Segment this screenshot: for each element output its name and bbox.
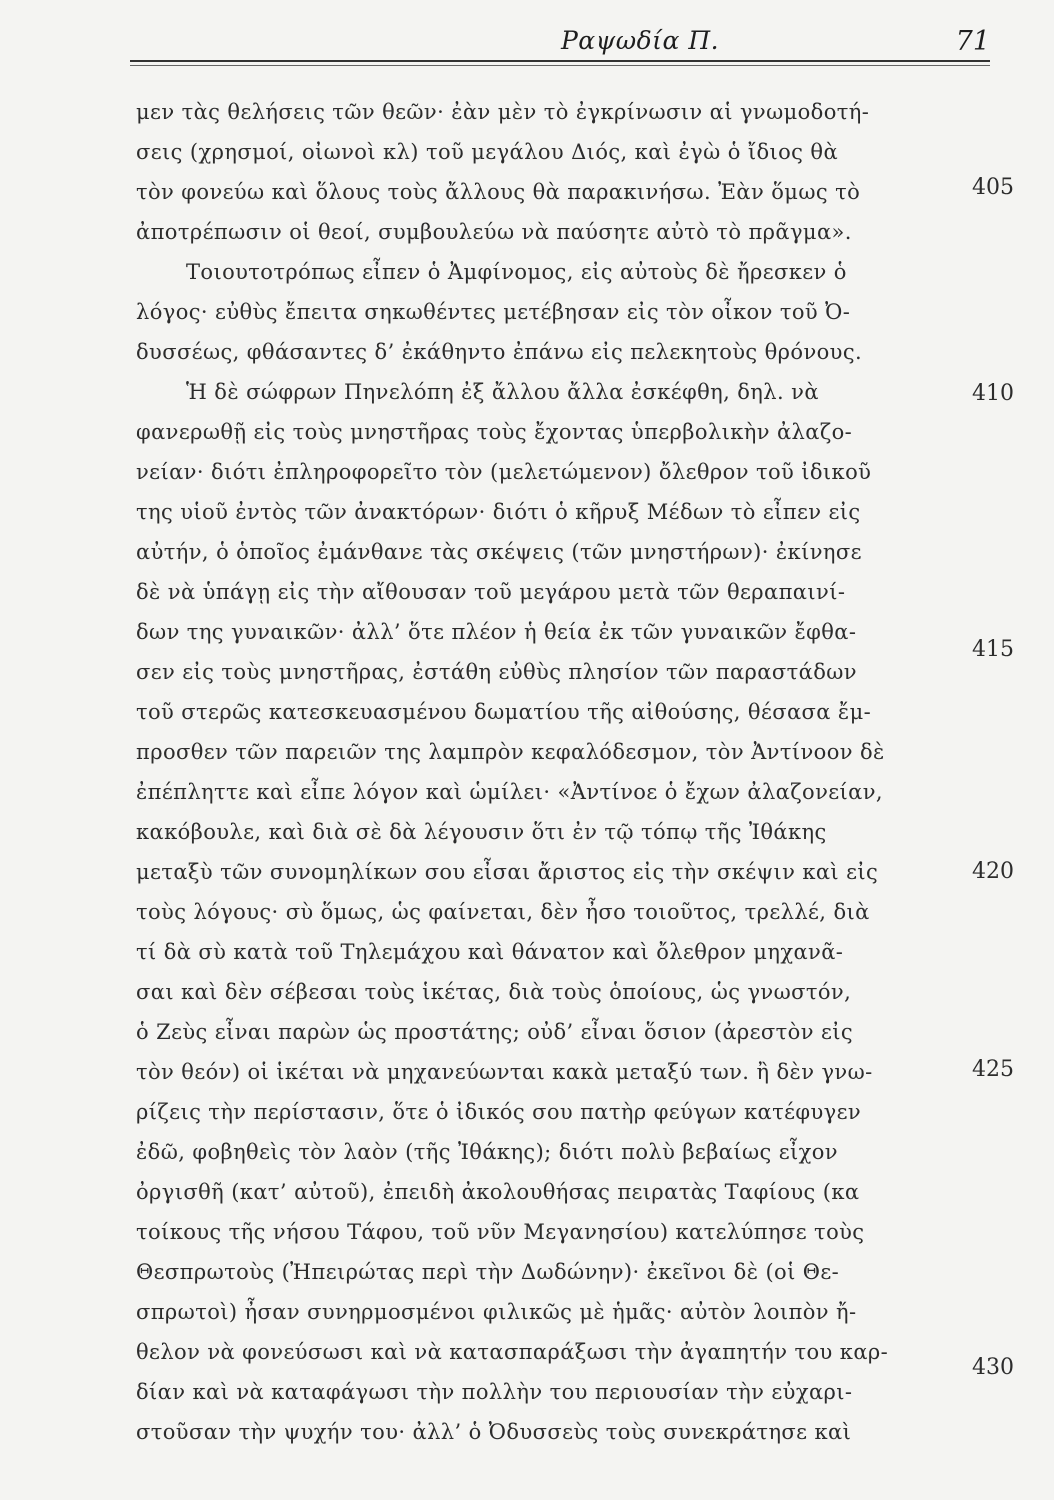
text-line: θελον νὰ φονεύσωσι καὶ νὰ κατασπαράξωσι τὴν ἀγαπητήν του καρ- bbox=[136, 1340, 889, 1364]
header-rule bbox=[130, 60, 990, 62]
text-line: σαι καὶ δὲν σέβεσαι τοὺς ἱκέτας, διὰ τοὺς ὁποίους, ὡς γνωστόν, bbox=[136, 980, 852, 1004]
running-head-title: Ραψωδία Π. bbox=[560, 26, 720, 55]
text-line: σπρωτοὶ) ἦσαν συνηρμοσμένοι φιλικῶς μὲ ἡμᾶς· αὐτὸν λοιπὸν ἤ- bbox=[136, 1300, 857, 1324]
text-line: Ἡ δὲ σώφρων Πηνελόπη ἐξ ἄλλου ἄλλα ἐσκέφθη, δηλ. νὰ bbox=[186, 380, 819, 404]
text-line: στοῦσαν τὴν ψυχήν του· ἀλλ’ ὁ Ὀδυσσεὺς τοὺς συνεκράτησε καὶ bbox=[136, 1420, 852, 1444]
text-line: δὲ νὰ ὑπάγῃ εἰς τὴν αἴθουσαν τοῦ μεγάρου μετὰ τῶν θεραπαινί- bbox=[136, 580, 846, 604]
text-line: τοὺς λόγους· σὺ ὅμως, ὡς φαίνεται, δὲν ἦσο τοιοῦτος, τρελλέ, διὰ bbox=[136, 900, 870, 924]
text-line: δίαν καὶ νὰ καταφάγωσι τὴν πολλὴν του περιουσίαν τὴν εὐχαρι- bbox=[136, 1380, 853, 1404]
text-line: ἀποτρέπωσιν οἱ θεοί, συμβουλεύω νὰ παύσητε αὐτὸ τὸ πρᾶγμα». bbox=[136, 220, 852, 244]
text-line: σεις (χρησμοί, οἰωνοὶ κλ) τοῦ μεγάλου Διός, καὶ ἐγὼ ὁ ἴδιος θὰ bbox=[136, 140, 839, 164]
text-line: αὐτήν, ὁ ὁποῖος ἐμάνθανε τὰς σκέψεις (τῶν μνηστήρων)· ἐκίνησε bbox=[136, 540, 862, 564]
text-line: τὸν φονεύω καὶ ὅλους τοὺς ἄλλους θὰ παρακινήσω. Ἐὰν ὅμως τὸ bbox=[136, 180, 861, 204]
text-line: μεταξὺ τῶν συνομηλίκων σου εἶσαι ἄριστος εἰς τὴν σκέψιν καὶ εἰς bbox=[136, 860, 879, 884]
text-line: δυσσέως, φθάσαντες δ’ ἐκάθηντο ἐπάνω εἰς πελεκητοὺς θρόνους. bbox=[136, 340, 863, 364]
text-line: Τοιουτοτρόπως εἶπεν ὁ Ἀμφίνομος, εἰς αὐτοὺς δὲ ἤρεσκεν ὁ bbox=[186, 260, 847, 284]
verse-number: 405 bbox=[972, 175, 1014, 200]
text-line: τοῦ στερῶς κατεσκευασμένου δωματίου τῆς αἰθούσης, θέσασα ἔμ- bbox=[136, 700, 872, 724]
text-line: μεν τὰς θελήσεις τῶν θεῶν· ἐὰν μὲν τὸ ἐγκρίνωσιν αἱ γνωμοδοτή- bbox=[136, 100, 870, 124]
text-line: φανερωθῇ εἰς τοὺς μνηστῆρας τοὺς ἔχοντας ὑπερβολικὴν ἀλαζο- bbox=[136, 420, 853, 444]
text-line: ἐπέπληττε καὶ εἶπε λόγον καὶ ὡμίλει· «Ἀντίνοε ὁ ἔχων ἀλαζονείαν, bbox=[136, 780, 883, 804]
text-line: της υἱοῦ ἐντὸς τῶν ἀνακτόρων· διότι ὁ κῆρυξ Μέδων τὸ εἶπεν εἰς bbox=[136, 500, 861, 524]
text-line: νείαν· διότι ἐπληροφορεῖτο τὸν (μελετώμενον) ὄλεθρον τοῦ ἰδικοῦ bbox=[136, 460, 872, 484]
text-line: λόγος· εὐθὺς ἔπειτα σηκωθέντες μετέβησαν εἰς τὸν οἶκον τοῦ Ὀ- bbox=[136, 300, 851, 324]
text-line: τοίκους τῆς νήσου Τάφου, τοῦ νῦν Μεγανησίου) κατελύπησε τοὺς bbox=[136, 1220, 865, 1244]
header-rule-thin bbox=[130, 65, 990, 66]
page-number: 71 bbox=[955, 26, 990, 57]
text-line: ἐδῶ, φοβηθεὶς τὸν λαὸν (τῆς Ἰθάκης); διότι πολὺ βεβαίως εἶχον bbox=[136, 1140, 838, 1164]
verse-number: 425 bbox=[972, 1057, 1014, 1082]
text-line: ὀργισθῆ (κατ’ αὐτοῦ), ἐπειδὴ ἀκολουθήσας πειρατὰς Ταφίους (κα bbox=[136, 1180, 860, 1204]
verse-number: 410 bbox=[972, 381, 1014, 406]
verse-number: 415 bbox=[972, 637, 1014, 662]
text-line: προσθεν τῶν παρειῶν της λαμπρὸν κεφαλόδεσμον, τὸν Ἀντίνοον δὲ bbox=[136, 740, 885, 764]
text-line: Θεσπρωτοὺς (Ἠπειρώτας περὶ τὴν Δωδώνην)· ἐκεῖνοι δὲ (οἱ Θε- bbox=[136, 1260, 840, 1284]
text-line: ρίζεις τὴν περίστασιν, ὅτε ὁ ἰδικός σου πατὴρ φεύγων κατέφυγεν bbox=[136, 1100, 862, 1124]
verse-number: 420 bbox=[972, 859, 1014, 884]
running-head bbox=[120, 22, 1000, 62]
verse-number: 430 bbox=[972, 1355, 1014, 1380]
text-line: τὸν θεόν) οἱ ἱκέται νὰ μηχανεύωνται κακὰ μεταξύ των. ἢ δὲν γνω- bbox=[136, 1060, 873, 1084]
text-line: κακόβουλε, καὶ διὰ σὲ δὰ λέγουσιν ὅτι ἐν τῷ τόπῳ τῆς Ἰθάκης bbox=[136, 820, 827, 844]
text-line: δων της γυναικῶν· ἀλλ’ ὅτε πλέον ἡ θεία ἐκ τῶν γυναικῶν ἔφθα- bbox=[136, 620, 857, 644]
text-line: σεν εἰς τοὺς μνηστῆρας, ἐστάθη εὐθὺς πλησίον τῶν παραστάδων bbox=[136, 660, 857, 684]
text-line: τί δὰ σὺ κατὰ τοῦ Τηλεμάχου καὶ θάνατον καὶ ὄλεθρον μηχανᾶ- bbox=[136, 940, 844, 964]
text-line: ὁ Ζεὺς εἶναι παρὼν ὡς προστάτης; οὐδ’ εἶναι ὅσιον (ἀρεστὸν εἰς bbox=[136, 1020, 854, 1044]
